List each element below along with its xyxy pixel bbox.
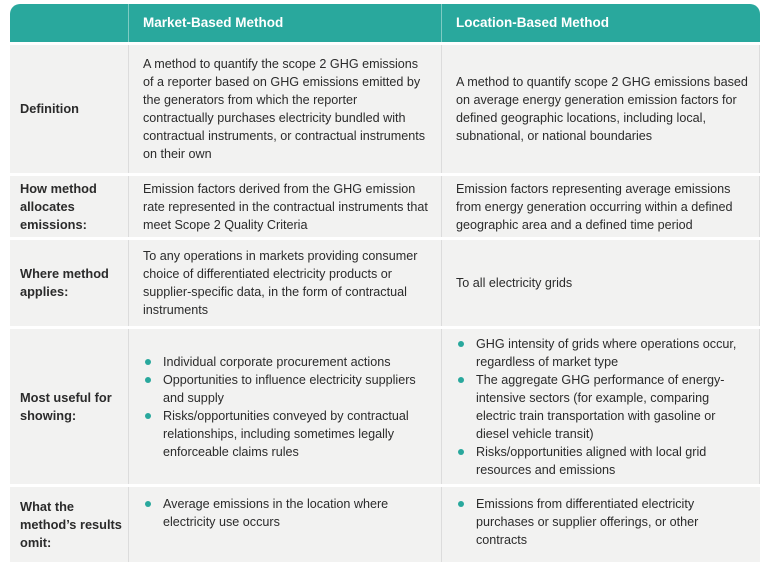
omit-market-list bbox=[143, 495, 431, 531]
list-item: The aggregate GHG performance of energy-intensive sectors (for example, comparing electric train transportation with gasoline or diesel vehicle transit) bbox=[456, 371, 749, 443]
list-item: Risks/opportunities conveyed by contractual relationships, including sometimes legally enforceable claims rules bbox=[143, 407, 431, 461]
definition-location-text: A method to quantify scope 2 GHG emissions based on average energy generation emission factors for defined geographic locations, including local, subnational, or national boundaries bbox=[442, 45, 760, 173]
useful-market-cell bbox=[129, 329, 442, 484]
row-label-applies: Where method applies: bbox=[10, 240, 129, 326]
applies-market-text: To any operations in markets providing consumer choice of differentiated electricity products or supplier-specific data, in the form of contractual instruments bbox=[129, 240, 442, 326]
list-item: Individual corporate procurement actions bbox=[143, 353, 431, 371]
omit-market-cell bbox=[129, 487, 442, 562]
omit-location-list bbox=[456, 495, 750, 549]
list-item: GHG intensity of grids where operations occur, regardless of market type bbox=[456, 335, 749, 371]
useful-location-list bbox=[456, 335, 749, 479]
useful-market-list bbox=[143, 353, 431, 461]
comparison-table bbox=[10, 4, 760, 562]
allocation-market-text: Emission factors derived from the GHG emission rate represented in the contractual instruments that meet Scope 2 Quality Criteria bbox=[129, 176, 442, 237]
row-label-definition: Definition bbox=[10, 45, 129, 173]
useful-location-cell bbox=[442, 329, 760, 484]
header-blank-cell bbox=[10, 4, 129, 42]
list-item: Average emissions in the location where electricity use occurs bbox=[143, 495, 431, 531]
header-location-based: Location-Based Method bbox=[442, 4, 760, 42]
header-market-based: Market-Based Method bbox=[129, 4, 442, 42]
list-item: Emissions from differentiated electricity purchases or supplier offerings, or other contracts bbox=[456, 495, 750, 549]
list-item: Opportunities to influence electricity suppliers and supply bbox=[143, 371, 431, 407]
row-label-allocation: How method allocates emissions: bbox=[10, 176, 129, 237]
row-label-useful: Most useful for showing: bbox=[10, 329, 129, 484]
row-label-omit: What the method’s results omit: bbox=[10, 487, 129, 562]
list-item: Risks/opportunities aligned with local grid resources and emissions bbox=[456, 443, 749, 479]
allocation-location-text: Emission factors representing average emissions from energy generation occurring within a defined geographic area and a defined time period bbox=[442, 176, 760, 237]
applies-location-text: To all electricity grids bbox=[442, 240, 760, 326]
definition-market-text: A method to quantify the scope 2 GHG emissions of a reporter based on GHG emissions emitted by the generators from which the reporter contractually purchases electricity bundled with contractual instruments, or contractual instruments on their own bbox=[129, 45, 442, 173]
omit-location-cell bbox=[442, 487, 760, 562]
